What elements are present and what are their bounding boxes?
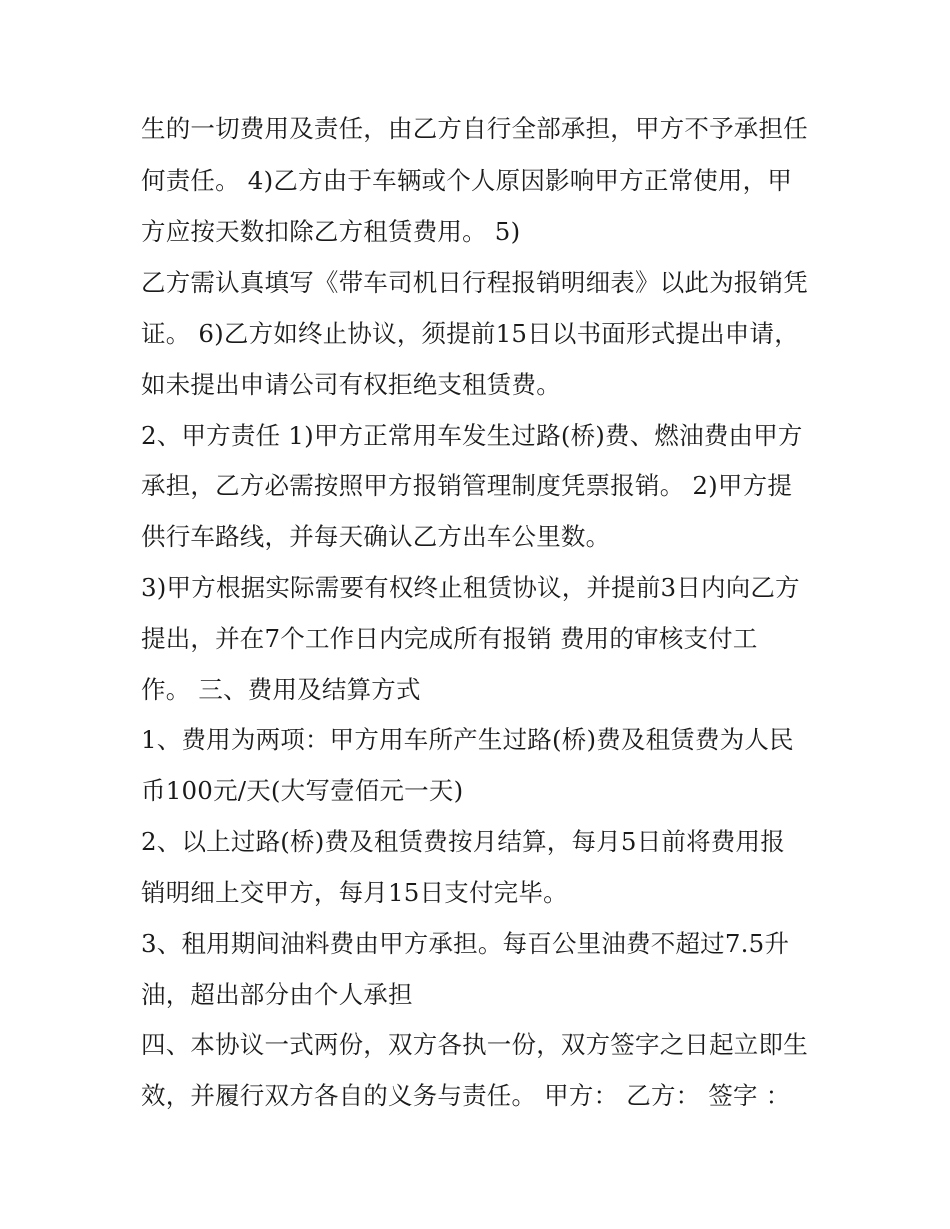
text-line: 币100元/天(大写壹佰元一天): [141, 776, 464, 805]
text-line: 2、以上过路(桥)费及租赁费按月结算，每月5日前将费用报: [141, 827, 785, 856]
text-line: 生的一切费用及责任，由乙方自行全部承担，甲方不予承担任: [141, 114, 808, 143]
text-line: 四、本协议一式两份，双方各执一份，双方签字之日起立即生: [141, 1030, 808, 1059]
text-line: 3、租用期间油料费由甲方承担。每百公里油费不超过7.5升: [141, 929, 790, 958]
text-line: 承担，乙方必需按照甲方报销管理制度凭票报销。 2)甲方提: [141, 471, 793, 500]
text-line: 油，超出部分由个人承担: [141, 980, 413, 1009]
text-line: 1、费用为两项：甲方用车所产生过路(桥)费及租赁费为人民: [141, 725, 794, 754]
text-line: 供行车路线，并每天确认乙方出车公里数。: [141, 522, 611, 551]
text-line: 方应按天数扣除乙方租赁费用。 5): [141, 217, 521, 246]
text-line: 证。 6)乙方如终止协议，须提前15日以书面形式提出申请，: [141, 319, 799, 348]
text-line: 乙方需认真填写《带车司机日行程报销明细表》以此为报销凭: [141, 268, 808, 297]
text-line: 提出，并在7个工作日内完成所有报销 费用的审核支付工: [141, 624, 758, 653]
text-line: 2、甲方责任 1)甲方正常用车发生过路(桥)费、燃油费由甲方: [141, 421, 803, 450]
text-line: 销明细上交甲方，每月15日支付完毕。: [141, 878, 568, 907]
text-line: 作。 三、费用及结算方式: [141, 675, 421, 704]
text-line: 3)甲方根据实际需要有权终止租赁协议，并提前3日内向乙方: [141, 573, 800, 602]
text-line: 如未提出申请公司有权拒绝支租赁费。: [141, 370, 561, 399]
text-line: 何责任。 4)乙方由于车辆或个人原因影响甲方正常使用，甲: [141, 166, 793, 195]
text-line: 效，并履行双方各自的义务与责任。 甲方： 乙方： 签字 ：: [141, 1081, 791, 1110]
